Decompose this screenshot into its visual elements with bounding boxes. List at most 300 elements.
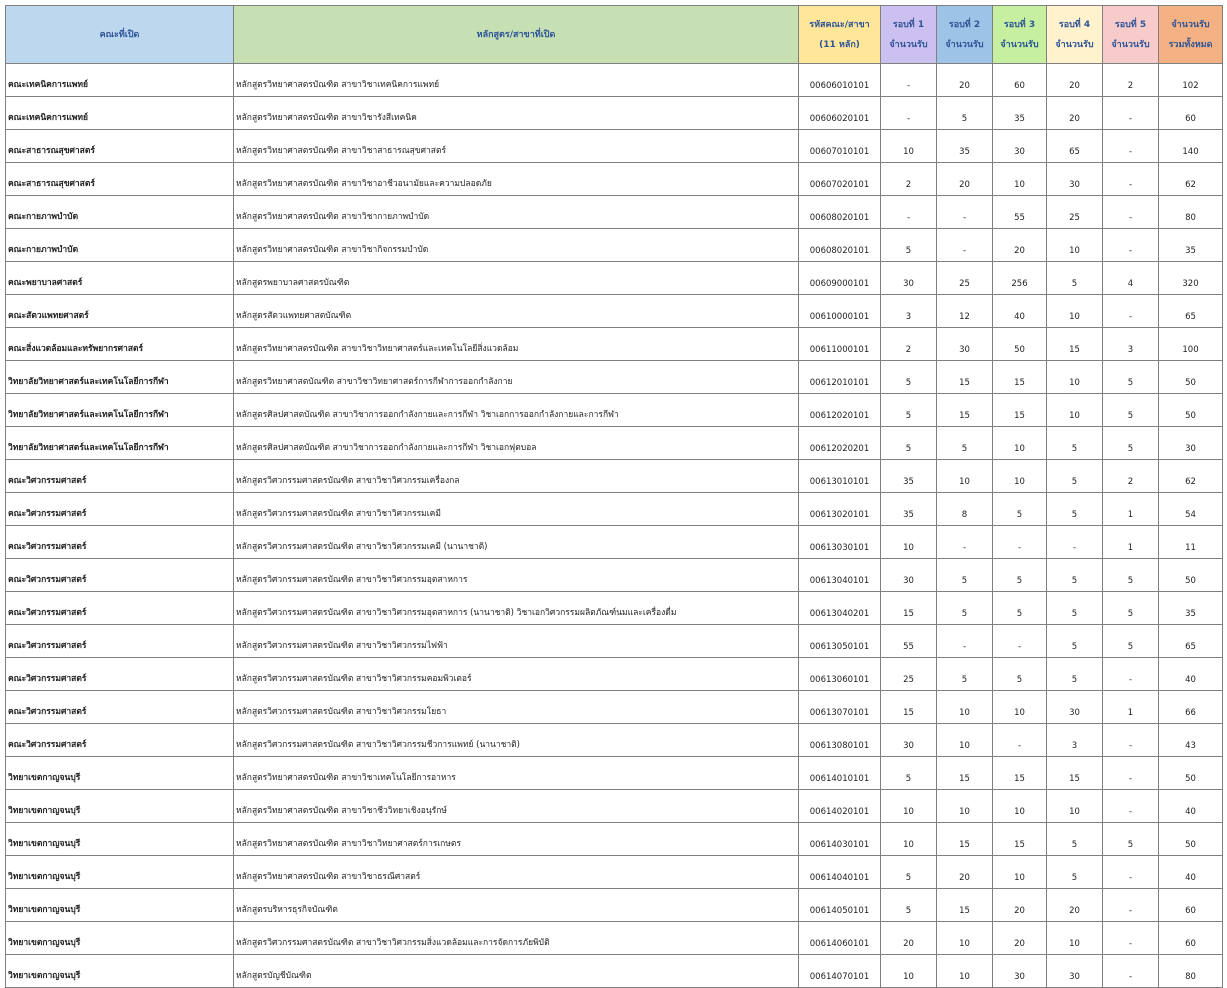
cell-round5: - (1103, 724, 1159, 757)
cell-code: 00610000101 (799, 295, 881, 328)
cell-round4: 30 (1047, 163, 1103, 196)
table-row (6, 394, 1223, 427)
cell-round4: 10 (1047, 922, 1103, 955)
cell-total: 30 (1159, 427, 1223, 460)
cell-round2: 20 (937, 856, 993, 889)
cell-round4: 10 (1047, 361, 1103, 394)
cell-program: หลักสูตรวิทยาศาสตรบัณฑิต สาขาวิชาอาชีวอนามัยและความปลอดภัย (234, 163, 799, 196)
cell-total: 66 (1159, 691, 1223, 724)
cell-round1: 2 (881, 163, 937, 196)
header-faculty: คณะที่เปิด (6, 6, 234, 64)
cell-total: 65 (1159, 295, 1223, 328)
cell-round5: 2 (1103, 460, 1159, 493)
cell-faculty: คณะกายภาพบำบัด (6, 229, 234, 262)
cell-code: 00612010101 (799, 361, 881, 394)
cell-round3: 40 (993, 295, 1047, 328)
table-row (6, 658, 1223, 691)
cell-program: หลักสูตรวิทยาศาสตรบัณฑิต สาขาวิชาวิทยาศาสตร์และเทคโนโลยีสิ่งแวดล้อม (234, 328, 799, 361)
cell-code: 00612020201 (799, 427, 881, 460)
table-row (6, 262, 1223, 295)
cell-code: 00613050101 (799, 625, 881, 658)
cell-total: 54 (1159, 493, 1223, 526)
cell-round2: 25 (937, 262, 993, 295)
header-round5-line1: รอบที่ 5 (1114, 19, 1147, 30)
cell-total: 100 (1159, 328, 1223, 361)
header-round4-line2: จำนวนรับ (1055, 39, 1094, 50)
cell-code: 00606010101 (799, 64, 881, 97)
cell-round5: 5 (1103, 394, 1159, 427)
cell-faculty: วิทยาเขตกาญจนบุรี (6, 856, 234, 889)
table-row (6, 691, 1223, 724)
cell-round1: - (881, 64, 937, 97)
cell-program: หลักสูตรวิศวกรรมศาสตรบัณฑิต สาขาวิชาวิศวกรรมเครื่องกล (234, 460, 799, 493)
cell-round4: 25 (1047, 196, 1103, 229)
table-row (6, 97, 1223, 130)
header-total-line2: รวมทั้งหมด (1168, 39, 1213, 50)
cell-program: หลักสูตรวิศวกรรมศาสตรบัณฑิต สาขาวิชาวิศวกรรมสิ่งแวดล้อมและการจัดการภัยพิบัติ (234, 922, 799, 955)
cell-round4: 30 (1047, 691, 1103, 724)
cell-round2: 35 (937, 130, 993, 163)
cell-round1: 5 (881, 394, 937, 427)
cell-round4: 5 (1047, 427, 1103, 460)
cell-round1: 10 (881, 823, 937, 856)
cell-round2: - (937, 196, 993, 229)
table-row (6, 196, 1223, 229)
cell-round1: - (881, 196, 937, 229)
table-row (6, 625, 1223, 658)
cell-program: หลักสูตรวิทยาศาสตรบัณฑิต สาขาวิชากายภาพบำบัด (234, 196, 799, 229)
cell-round3: 10 (993, 163, 1047, 196)
cell-round2: 10 (937, 955, 993, 988)
cell-program: หลักสูตรวิศวกรรมศาสตรบัณฑิต สาขาวิชาวิศวกรรมเคมี (234, 493, 799, 526)
cell-faculty: คณะวิศวกรรมศาสตร์ (6, 724, 234, 757)
cell-round4: 10 (1047, 394, 1103, 427)
table-row (6, 724, 1223, 757)
cell-round3: 10 (993, 856, 1047, 889)
cell-round4: 5 (1047, 460, 1103, 493)
cell-round5: 5 (1103, 427, 1159, 460)
cell-round3: 15 (993, 823, 1047, 856)
cell-code: 00614040101 (799, 856, 881, 889)
table-row (6, 559, 1223, 592)
cell-round1: 2 (881, 328, 937, 361)
cell-round5: 4 (1103, 262, 1159, 295)
table-row (6, 427, 1223, 460)
header-code-line2: (11 หลัก) (819, 39, 860, 50)
cell-program: หลักสูตรวิศวกรรมศาสตรบัณฑิต สาขาวิชาวิศวกรรมคอมพิวเตอร์ (234, 658, 799, 691)
cell-round1: 5 (881, 889, 937, 922)
cell-round5: - (1103, 196, 1159, 229)
cell-round2: 10 (937, 691, 993, 724)
cell-program: หลักสูตรวิทยาศาสตรบัณฑิต สาขาวิชาสาธารณสุขศาสตร์ (234, 130, 799, 163)
cell-round2: 20 (937, 64, 993, 97)
cell-program: หลักสูตรวิทยาศาสตรบัณฑิต สาขาวิชากิจกรรมบำบัด (234, 229, 799, 262)
cell-program: หลักสูตรวิศวกรรมศาสตรบัณฑิต สาขาวิชาวิศวกรรมโยธา (234, 691, 799, 724)
table-row (6, 163, 1223, 196)
cell-round3: - (993, 625, 1047, 658)
cell-round5: - (1103, 757, 1159, 790)
cell-round5: - (1103, 658, 1159, 691)
cell-round2: - (937, 625, 993, 658)
cell-round5: - (1103, 229, 1159, 262)
cell-faculty: คณะสาธารณสุขศาสตร์ (6, 163, 234, 196)
cell-total: 80 (1159, 955, 1223, 988)
cell-round3: 5 (993, 592, 1047, 625)
cell-round1: 3 (881, 295, 937, 328)
cell-total: 140 (1159, 130, 1223, 163)
cell-round2: 15 (937, 757, 993, 790)
cell-code: 00614050101 (799, 889, 881, 922)
cell-round3: 15 (993, 394, 1047, 427)
cell-total: 40 (1159, 856, 1223, 889)
header-total-line1: จำนวนรับ (1171, 19, 1210, 30)
cell-faculty: คณะวิศวกรรมศาสตร์ (6, 559, 234, 592)
cell-round1: 30 (881, 559, 937, 592)
cell-round3: 10 (993, 460, 1047, 493)
cell-program: หลักสูตรวิศวกรรมศาสตรบัณฑิต สาขาวิชาวิศวกรรมไฟฟ้า (234, 625, 799, 658)
admissions-table (5, 5, 1223, 988)
cell-round1: 5 (881, 757, 937, 790)
cell-round2: 15 (937, 394, 993, 427)
cell-round2: 30 (937, 328, 993, 361)
header-code (799, 6, 881, 64)
cell-round5: - (1103, 130, 1159, 163)
cell-code: 00609000101 (799, 262, 881, 295)
cell-code: 00607010101 (799, 130, 881, 163)
cell-round3: 5 (993, 559, 1047, 592)
cell-program: หลักสูตรพยาบาลศาสตรบัณฑิต (234, 262, 799, 295)
cell-total: 50 (1159, 823, 1223, 856)
cell-code: 00606020101 (799, 97, 881, 130)
cell-total: 60 (1159, 922, 1223, 955)
cell-total: 80 (1159, 196, 1223, 229)
cell-faculty: คณะวิศวกรรมศาสตร์ (6, 526, 234, 559)
cell-code: 00613070101 (799, 691, 881, 724)
cell-round2: 10 (937, 790, 993, 823)
cell-round3: 55 (993, 196, 1047, 229)
cell-round5: 5 (1103, 625, 1159, 658)
cell-faculty: คณะวิศวกรรมศาสตร์ (6, 625, 234, 658)
table-row (6, 460, 1223, 493)
cell-round5: - (1103, 163, 1159, 196)
cell-round2: 15 (937, 889, 993, 922)
table-row (6, 493, 1223, 526)
cell-code: 00608020101 (799, 229, 881, 262)
cell-round1: 5 (881, 427, 937, 460)
cell-round2: 12 (937, 295, 993, 328)
cell-round5: - (1103, 955, 1159, 988)
cell-program: หลักสูตรวิทยาศาสตบัณฑิต สาขาวิชาวิทยาศาสตร์การกีฬาการออกกำลังกาย (234, 361, 799, 394)
cell-code: 00613030101 (799, 526, 881, 559)
cell-round4: - (1047, 526, 1103, 559)
header-total (1159, 6, 1223, 64)
cell-round2: 5 (937, 97, 993, 130)
cell-program: หลักสูตรวิทยาศาสตรบัณฑิต สาขาวิชารังสีเทคนิค (234, 97, 799, 130)
cell-round3: 10 (993, 691, 1047, 724)
header-round5 (1103, 6, 1159, 64)
cell-round2: 10 (937, 922, 993, 955)
cell-round3: 20 (993, 889, 1047, 922)
cell-code: 00613010101 (799, 460, 881, 493)
cell-total: 35 (1159, 592, 1223, 625)
cell-round2: 10 (937, 724, 993, 757)
cell-faculty: คณะวิศวกรรมศาสตร์ (6, 493, 234, 526)
cell-round3: 5 (993, 493, 1047, 526)
cell-faculty: คณะสัตวแพทยศาสตร์ (6, 295, 234, 328)
cell-round5: 2 (1103, 64, 1159, 97)
header-program: หลักสูตร/สาขาที่เปิด (234, 6, 799, 64)
cell-program: หลักสูตรวิศวกรรมศาสตรบัณฑิต สาขาวิชาวิศวกรรมเคมี (นานาชาติ) (234, 526, 799, 559)
cell-faculty: คณะวิศวกรรมศาสตร์ (6, 658, 234, 691)
cell-total: 62 (1159, 460, 1223, 493)
cell-round1: 10 (881, 790, 937, 823)
cell-round5: - (1103, 790, 1159, 823)
table-row (6, 229, 1223, 262)
cell-round4: 5 (1047, 856, 1103, 889)
cell-total: 65 (1159, 625, 1223, 658)
cell-round2: 20 (937, 163, 993, 196)
table-row (6, 361, 1223, 394)
cell-total: 50 (1159, 559, 1223, 592)
header-row (6, 6, 1223, 64)
cell-faculty: วิทยาเขตกาญจนบุรี (6, 823, 234, 856)
cell-round4: 15 (1047, 328, 1103, 361)
cell-code: 00614010101 (799, 757, 881, 790)
cell-round4: 3 (1047, 724, 1103, 757)
cell-code: 00614060101 (799, 922, 881, 955)
cell-round2: - (937, 526, 993, 559)
cell-round5: - (1103, 97, 1159, 130)
table-body (6, 64, 1223, 988)
cell-faculty: วิทยาลัยวิทยาศาสตร์และเทคโนโลยีการกีฬา (6, 394, 234, 427)
cell-round1: 30 (881, 724, 937, 757)
cell-faculty: คณะกายภาพบำบัด (6, 196, 234, 229)
cell-round3: 50 (993, 328, 1047, 361)
cell-round1: 10 (881, 955, 937, 988)
cell-faculty: วิทยาเขตกาญจนบุรี (6, 757, 234, 790)
table-row (6, 295, 1223, 328)
cell-round4: 5 (1047, 823, 1103, 856)
cell-code: 00614020101 (799, 790, 881, 823)
cell-round3: 20 (993, 229, 1047, 262)
cell-round1: 55 (881, 625, 937, 658)
cell-code: 00614070101 (799, 955, 881, 988)
header-round4 (1047, 6, 1103, 64)
cell-faculty: คณะสิ่งแวดล้อมและทรัพยากรศาสตร์ (6, 328, 234, 361)
cell-round2: 5 (937, 559, 993, 592)
header-round3 (993, 6, 1047, 64)
header-code-line1: รหัสคณะ/สาขา (809, 19, 870, 30)
cell-round3: 10 (993, 790, 1047, 823)
admissions-table-sheet (5, 5, 1222, 988)
cell-round3: 256 (993, 262, 1047, 295)
header-round2-line1: รอบที่ 2 (948, 19, 981, 30)
cell-round5: 3 (1103, 328, 1159, 361)
cell-faculty: วิทยาเขตกาญจนบุรี (6, 922, 234, 955)
cell-round1: - (881, 97, 937, 130)
cell-program: หลักสูตรวิทยาศาสตรบัณฑิต สาขาวิชาเทคโนโลยีการอาหาร (234, 757, 799, 790)
cell-round2: 5 (937, 658, 993, 691)
cell-faculty: คณะวิศวกรรมศาสตร์ (6, 592, 234, 625)
cell-faculty: วิทยาลัยวิทยาศาสตร์และเทคโนโลยีการกีฬา (6, 361, 234, 394)
cell-round3: 30 (993, 955, 1047, 988)
cell-round1: 10 (881, 130, 937, 163)
cell-code: 00611000101 (799, 328, 881, 361)
cell-round4: 20 (1047, 889, 1103, 922)
cell-round3: 15 (993, 361, 1047, 394)
cell-round3: 60 (993, 64, 1047, 97)
cell-round4: 5 (1047, 592, 1103, 625)
cell-round5: 5 (1103, 559, 1159, 592)
cell-round1: 25 (881, 658, 937, 691)
header-round2-line2: จำนวนรับ (945, 39, 984, 50)
table-row (6, 790, 1223, 823)
cell-total: 50 (1159, 757, 1223, 790)
cell-round2: 15 (937, 361, 993, 394)
cell-total: 43 (1159, 724, 1223, 757)
cell-round4: 65 (1047, 130, 1103, 163)
cell-program: หลักสูตรวิทยาศาสตรบัณฑิต สาขาวิชาชีววิทยาเชิงอนุรักษ์ (234, 790, 799, 823)
cell-round4: 10 (1047, 790, 1103, 823)
cell-program: หลักสูตรวิทยาศาสตรบัณฑิต สาขาวิชาเทคนิคการแพทย์ (234, 64, 799, 97)
cell-total: 50 (1159, 394, 1223, 427)
table-row (6, 64, 1223, 97)
cell-faculty: คณะพยาบาลศาสตร์ (6, 262, 234, 295)
cell-round5: - (1103, 295, 1159, 328)
cell-round1: 15 (881, 691, 937, 724)
cell-round2: 5 (937, 427, 993, 460)
cell-program: หลักสูตรวิทยาศาสตรบัณฑิต สาขาวิชาธรณีศาสตร์ (234, 856, 799, 889)
header-round5-line2: จำนวนรับ (1111, 39, 1150, 50)
table-row (6, 955, 1223, 988)
table-row (6, 328, 1223, 361)
cell-total: 60 (1159, 97, 1223, 130)
cell-round1: 35 (881, 493, 937, 526)
table-row (6, 922, 1223, 955)
cell-program: หลักสูตรวิทยาศาสตรบัณฑิต สาขาวิชาวิทยาศาสตร์การเกษตร (234, 823, 799, 856)
cell-program: หลักสูตรวิศวกรรมศาสตรบัณฑิต สาขาวิชาวิศวกรรมชีวการแพทย์ (นานาชาติ) (234, 724, 799, 757)
cell-round1: 30 (881, 262, 937, 295)
cell-faculty: วิทยาเขตกาญจนบุรี (6, 889, 234, 922)
cell-total: 320 (1159, 262, 1223, 295)
cell-program: หลักสูตรบริหารธุรกิจบัณฑิต (234, 889, 799, 922)
cell-round1: 15 (881, 592, 937, 625)
cell-code: 00613080101 (799, 724, 881, 757)
cell-faculty: วิทยาลัยวิทยาศาสตร์และเทคโนโลยีการกีฬา (6, 427, 234, 460)
cell-round1: 5 (881, 856, 937, 889)
cell-round2: 15 (937, 823, 993, 856)
cell-round3: 10 (993, 427, 1047, 460)
cell-round1: 35 (881, 460, 937, 493)
cell-round5: 5 (1103, 592, 1159, 625)
cell-round5: 5 (1103, 823, 1159, 856)
cell-round4: 5 (1047, 262, 1103, 295)
cell-total: 50 (1159, 361, 1223, 394)
header-round1-line2: จำนวนรับ (889, 39, 928, 50)
cell-faculty: คณะสาธารณสุขศาสตร์ (6, 130, 234, 163)
cell-round1: 10 (881, 526, 937, 559)
cell-round3: 5 (993, 658, 1047, 691)
cell-total: 40 (1159, 790, 1223, 823)
cell-round4: 10 (1047, 229, 1103, 262)
cell-total: 35 (1159, 229, 1223, 262)
cell-total: 62 (1159, 163, 1223, 196)
cell-round4: 15 (1047, 757, 1103, 790)
cell-round5: - (1103, 922, 1159, 955)
cell-code: 00614030101 (799, 823, 881, 856)
table-row (6, 889, 1223, 922)
cell-faculty: คณะวิศวกรรมศาสตร์ (6, 691, 234, 724)
cell-total: 102 (1159, 64, 1223, 97)
cell-round2: 5 (937, 592, 993, 625)
cell-code: 00608020101 (799, 196, 881, 229)
cell-code: 00613040201 (799, 592, 881, 625)
cell-program: หลักสูตรศิลปศาสตบัณฑิต สาขาวิชาการออกกำลังกายและการกีฬา วิชาเอกการออกกำลังกายและการกีฬา (234, 394, 799, 427)
cell-total: 60 (1159, 889, 1223, 922)
cell-round5: 1 (1103, 691, 1159, 724)
cell-code: 00613020101 (799, 493, 881, 526)
cell-code: 00613060101 (799, 658, 881, 691)
cell-round3: 30 (993, 130, 1047, 163)
header-round3-line1: รอบที่ 3 (1003, 19, 1036, 30)
cell-round2: - (937, 229, 993, 262)
cell-program: หลักสูตรวิศวกรรมศาสตรบัณฑิต สาขาวิชาวิศวกรรมอุตสาหการ (234, 559, 799, 592)
cell-total: 11 (1159, 526, 1223, 559)
cell-round4: 5 (1047, 493, 1103, 526)
cell-round4: 30 (1047, 955, 1103, 988)
cell-code: 00613040101 (799, 559, 881, 592)
cell-round5: 5 (1103, 361, 1159, 394)
cell-total: 40 (1159, 658, 1223, 691)
table-row (6, 130, 1223, 163)
header-round1 (881, 6, 937, 64)
cell-program: หลักสูตรศิลปศาสตบัณฑิต สาขาวิชาการออกกำลังกายและการกีฬา วิชาเอกฟุตบอล (234, 427, 799, 460)
table-row (6, 757, 1223, 790)
cell-program: หลักสูตรวิศวกรรมศาสตรบัณฑิต สาขาวิชาวิศวกรรมอุตสาหการ (นานาชาติ) วิชาเอกวิศวกรรมผลิตภัณฑ์นมและเครื่องดื่ม (234, 592, 799, 625)
cell-round5: 1 (1103, 493, 1159, 526)
cell-program: หลักสูตรสัตวแพทยศาสตบัณฑิต (234, 295, 799, 328)
cell-round3: - (993, 724, 1047, 757)
cell-round3: 35 (993, 97, 1047, 130)
cell-round5: - (1103, 889, 1159, 922)
header-round3-line2: จำนวนรับ (1000, 39, 1039, 50)
header-round4-line1: รอบที่ 4 (1058, 19, 1091, 30)
cell-round4: 5 (1047, 625, 1103, 658)
cell-faculty: คณะเทคนิคการแพทย์ (6, 64, 234, 97)
table-row (6, 856, 1223, 889)
cell-program: หลักสูตรบัญชีบัณฑิต (234, 955, 799, 988)
cell-round4: 10 (1047, 295, 1103, 328)
cell-code: 00607020101 (799, 163, 881, 196)
cell-round1: 20 (881, 922, 937, 955)
cell-round1: 5 (881, 229, 937, 262)
cell-round4: 20 (1047, 64, 1103, 97)
cell-round4: 20 (1047, 97, 1103, 130)
cell-faculty: วิทยาเขตกาญจนบุรี (6, 955, 234, 988)
header-round2 (937, 6, 993, 64)
cell-round2: 10 (937, 460, 993, 493)
cell-round3: 20 (993, 922, 1047, 955)
table-row (6, 526, 1223, 559)
header-round1-line1: รอบที่ 1 (892, 19, 925, 30)
cell-faculty: คณะวิศวกรรมศาสตร์ (6, 460, 234, 493)
cell-round3: - (993, 526, 1047, 559)
cell-round4: 5 (1047, 658, 1103, 691)
cell-code: 00612020101 (799, 394, 881, 427)
cell-round1: 5 (881, 361, 937, 394)
cell-faculty: คณะเทคนิคการแพทย์ (6, 97, 234, 130)
cell-round5: 1 (1103, 526, 1159, 559)
